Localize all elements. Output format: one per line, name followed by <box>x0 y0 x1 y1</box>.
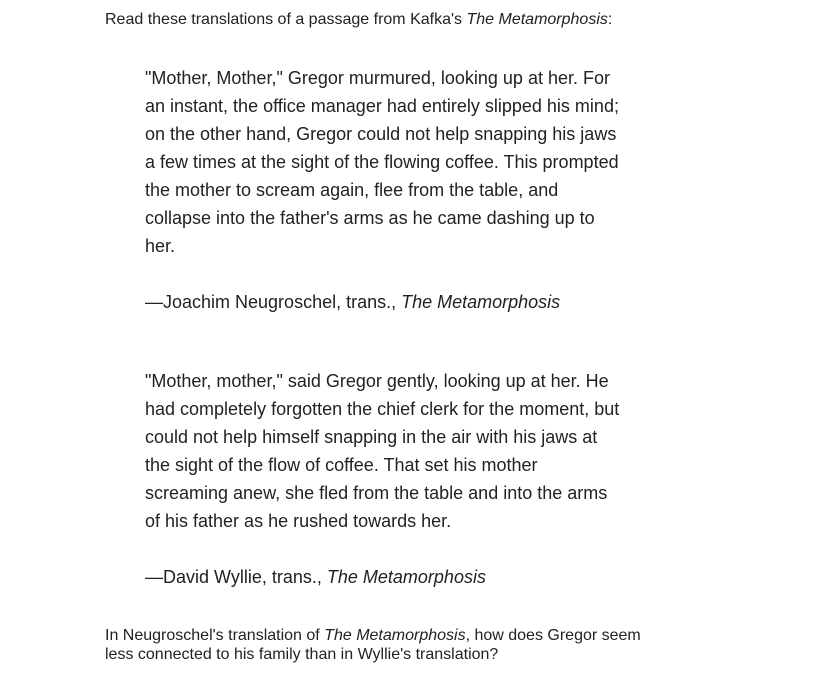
attribution-title: The Metamorphosis <box>401 292 561 312</box>
question-text <box>105 626 650 664</box>
passage-wyllie: "Mother, mother," said Gregor gently, looking up at her. He had completely forgotten the chief clerk for the moment, but could not help himself snapping in the air with his jaws at the sight of the flow of coffee. That set his mother screaming anew, she fled from the table and into the arms of his father as he rushed towards her. <box>145 371 620 531</box>
intro-text <box>105 10 705 30</box>
question-text-before: In Neugroschel's translation of <box>105 627 325 644</box>
attribution-neugroschel <box>145 288 645 316</box>
attribution-prefix: —David Wyllie, trans., <box>145 567 327 587</box>
attribution-prefix: —Joachim Neugroschel, trans., <box>145 292 402 312</box>
intro-text-after: : <box>607 11 613 28</box>
intro-text-before: Read these translations of a passage from Kafka's <box>105 11 467 28</box>
attribution-title: The Metamorphosis <box>326 567 486 587</box>
passage-neugroschel: "Mother, Mother," Gregor murmured, looking up at her. For an instant, the office manager had entirely slipped his mind; on the other hand, Gregor could not help snapping his jaws a few times at the sight of the flowing coffee. This prompted the mother to scream again, flee from the table, and collapse into the father's arms as he came dashing up to her. <box>145 68 619 256</box>
question-title: The Metamorphosis <box>324 627 466 644</box>
question-text-after: , how does Gregor seem less connected to his family than in Wyllie's translation? <box>105 627 641 663</box>
attribution-wyllie <box>145 563 645 591</box>
intro-title: The Metamorphosis <box>466 11 608 28</box>
